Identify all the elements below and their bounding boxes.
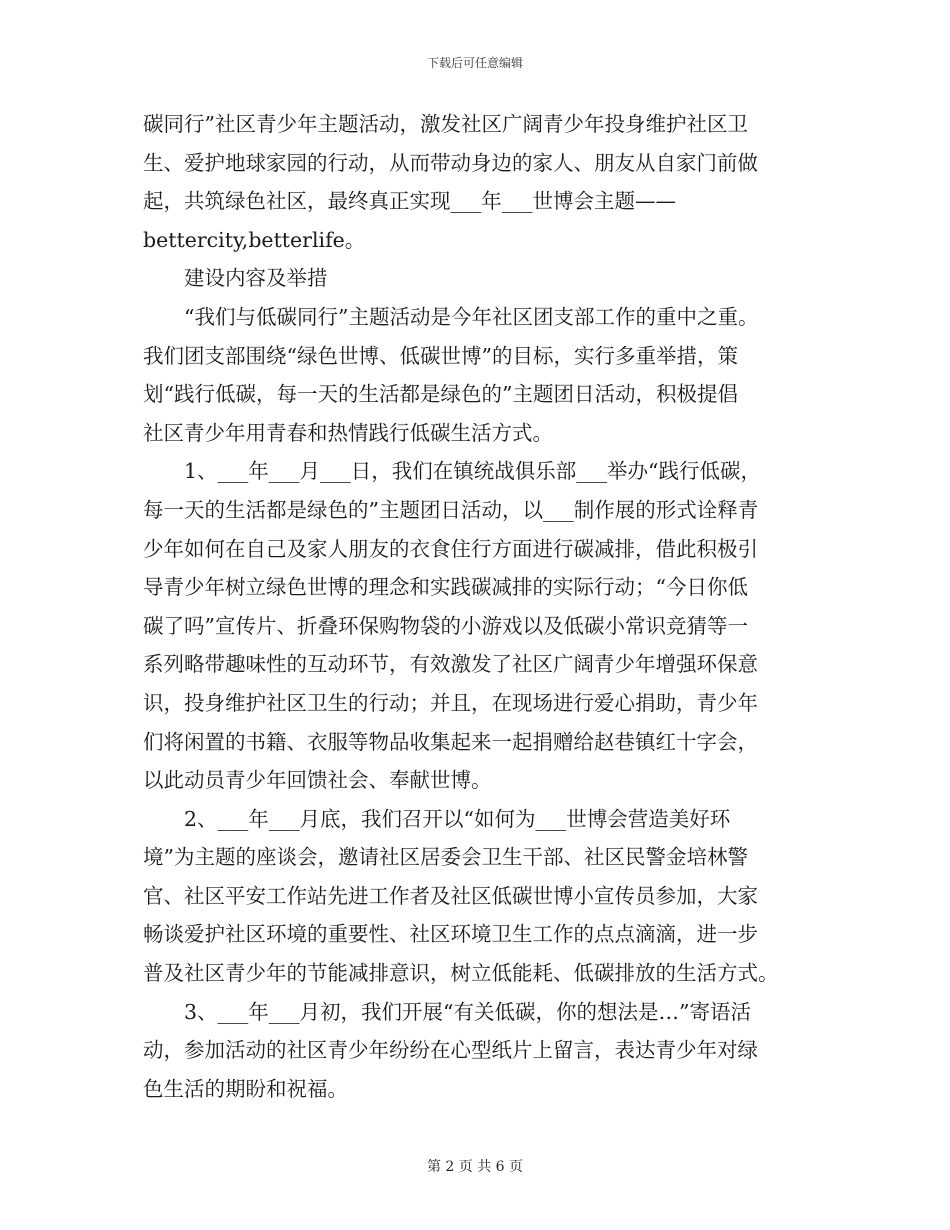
- paragraph-3-line-2: 每一天的生活都是绿色的”主题团日活动，以___制作展的形式诠释青: [143, 497, 759, 522]
- paragraph-3-line-1: 1、___年___月___日，我们在镇统战俱乐部___举办“践行低碳，: [184, 459, 762, 484]
- paragraph-4-line-1: 2、___年___月底，我们召开以“如何为___世博会营造美好环: [184, 806, 731, 831]
- paragraph-3-line-3: 少年如何在自己及家人朋友的衣食住行方面进行碳减排，借此积极引: [143, 536, 758, 561]
- paragraph-3-line-9: 以此动员青少年回馈社会、奉献世博。: [143, 768, 492, 793]
- page-number-footer: 第 2 页 共 6 页: [426, 1159, 524, 1175]
- section-heading: 建设内容及举措: [184, 266, 328, 291]
- paragraph-1-line-3: 起，共筑绿色社区，最终真正实现___年___世博会主题——: [143, 189, 676, 214]
- paragraph-4-line-4: 畅谈爱护社区环境的重要性、社区环境卫生工作的点点滴滴，进一步: [143, 922, 758, 947]
- paragraph-4-line-3: 官、社区平安工作站先进工作者及社区低碳世博小宣传员参加，大家: [143, 883, 758, 908]
- paragraph-5-line-2: 动，参加活动的社区青少年纷纷在心型纸片上留言，表达青少年对绿: [143, 1038, 758, 1063]
- paragraph-3-line-4: 导青少年树立绿色世博的理念和实践碳减排的实际行动；“今日你低: [143, 575, 748, 600]
- paragraph-2-line-4: 社区青少年用青春和热情践行低碳生活方式。: [143, 420, 553, 445]
- paragraph-3-line-7: 识，投身维护社区卫生的行动；并且，在现场进行爱心捐助，青少年: [143, 690, 758, 715]
- paragraph-2-line-1: “我们与低碳同行”主题活动是今年社区团支部工作的重中之重。: [184, 304, 759, 329]
- paragraph-4-line-5: 普及社区青少年的节能减排意识，树立低能耗、低碳排放的生活方式。: [143, 961, 779, 986]
- paragraph-1-line-1: 碳同行”社区青少年主题活动，激发社区广阔青少年投身维护社区卫: [143, 112, 748, 136]
- paragraph-1-line-2: 生、爱护地球家园的行动，从而带动身边的家人、朋友从自家门前做: [143, 150, 758, 175]
- paragraph-3-line-6: 系列略带趣味性的互动环节，有效激发了社区广阔青少年增强环保意: [143, 652, 758, 677]
- paragraph-3-line-8: 们将闲置的书籍、衣服等物品收集起来一起捐赠给赵巷镇红十字会，: [143, 729, 758, 754]
- paragraph-2-line-3: 划“践行低碳，每一天的生活都是绿色的”主题团日活动，积极提倡: [143, 382, 738, 407]
- paragraph-1-line-4: bettercity,betterlife。: [143, 227, 366, 252]
- paragraph-5-line-3: 色生活的期盼和祝福。: [143, 1076, 348, 1101]
- paragraph-4-line-2: 境”为主题的座谈会，邀请社区居委会卫生干部、社区民警金培林警: [143, 845, 748, 870]
- document-body: [143, 105, 807, 1108]
- paragraph-5-line-1: 3、___年___月初，我们开展“有关低碳，你的想法是…”寄语活: [184, 999, 752, 1024]
- paragraph-2-line-2: 我们团支部围绕“绿色世博、低碳世博”的目标，实行多重举措，策: [143, 343, 738, 368]
- paragraph-3-line-5: 碳了吗”宣传片、折叠环保购物袋的小游戏以及低碳小常识竞猜等一: [143, 613, 748, 638]
- page-header-note: 下载后可任意编辑: [426, 56, 523, 70]
